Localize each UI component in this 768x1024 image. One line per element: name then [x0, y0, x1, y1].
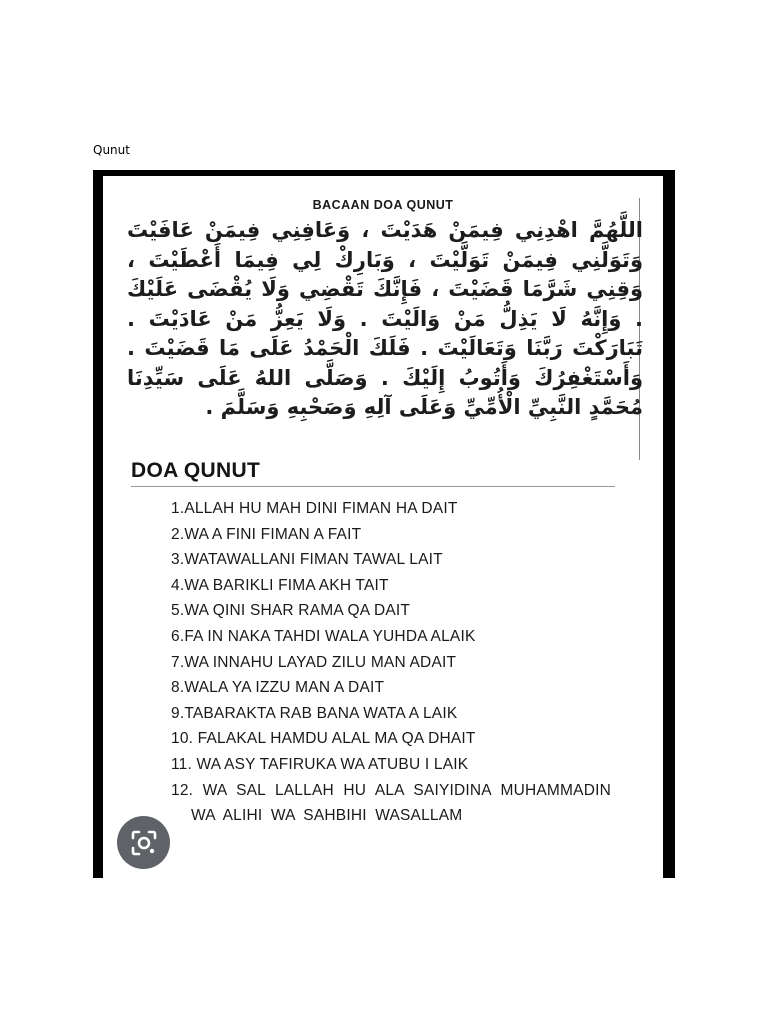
- verse-item: 3.WATAWALLANI FIMAN TAWAL LAIT: [171, 551, 443, 569]
- document-image[interactable]: [93, 170, 675, 878]
- verse-item: 9.TABARAKTA RAB BANA WATA A LAIK: [171, 704, 458, 722]
- verse-item: 11. WA ASY TAFIRUKA WA ATUBU I LAIK: [171, 755, 469, 773]
- image-caption: Qunut: [93, 143, 130, 157]
- document-heading: BACAAN DOA QUNUT: [312, 198, 454, 212]
- verse-item: 7.WA INNAHU LAYAD ZILU MAN ADAIT: [171, 653, 457, 671]
- section-divider: [131, 486, 615, 487]
- verse-item: 12. WA SAL LALLAH HU ALA SAIYIDINA MUHAMMADIN WA ALIHI WA SAHBIHI WASALLAM: [171, 781, 611, 825]
- arabic-prayer-text: اللَّهُمَّ اهْدِنِي فِيمَنْ هَدَيْتَ ، وَعَافِنِي فِيمَنْ عَافَيْتَ وَتَوَلَّنِي فِيمَنْ تَوَلَّيْتَ ، وَبَارِكْ لِي فِيمَا أَعْطَيْتَ ، وَقِنِي شَرَّمَا قَضَيْتَ ، فَإِنَّكَ تَقْضِي وَلَا يُقْضَى عَلَيْكَ . وَإِنَّهُ لَا يَذِلُّ مَنْ وَالَيْتَ . وَلَا يَعِزُّ مَنْ عَادَيْتَ . تَبَارَكْتَ رَبَّنَا وَتَعَالَيْتَ . فَلَكَ الْحَمْدُ عَلَى مَا قَضَيْتَ . وَأَسْتَغْفِرُكَ وَأَتُوبُ إِلَيْكَ . وَصَلَّى اللهُ عَلَى سَيِّدِنَا مُحَمَّدٍ النَّبِيِّ الْأُمِّيِّ وَعَلَى آلِهِ وَصَحْبِهِ وَسَلَّمَ .: [127, 218, 643, 419]
- verse-item: 1.ALLAH HU MAH DINI FIMAN HA DAIT: [171, 500, 458, 517]
- visual-search-icon: [129, 828, 159, 858]
- verse-item: 10. FALAKAL HAMDU ALAL MA QA DHAIT: [171, 730, 476, 748]
- verse-item: 5.WA QINI SHAR RAMA QA DAIT: [171, 602, 411, 620]
- visual-search-button[interactable]: [117, 816, 170, 869]
- verse-item: 2.WA A FINI FIMAN A FAIT: [171, 525, 362, 543]
- verse-item: 8.WALA YA IZZU MAN A DAIT: [171, 679, 385, 697]
- verse-list: [171, 496, 611, 829]
- document-sheet: [103, 176, 663, 878]
- verse-item: 4.WA BARIKLI FIMA AKH TAIT: [171, 576, 389, 594]
- section-title: DOA QUNUT: [131, 459, 261, 482]
- verse-item: 6.FA IN NAKA TAHDI WALA YUHDA ALAIK: [171, 627, 476, 645]
